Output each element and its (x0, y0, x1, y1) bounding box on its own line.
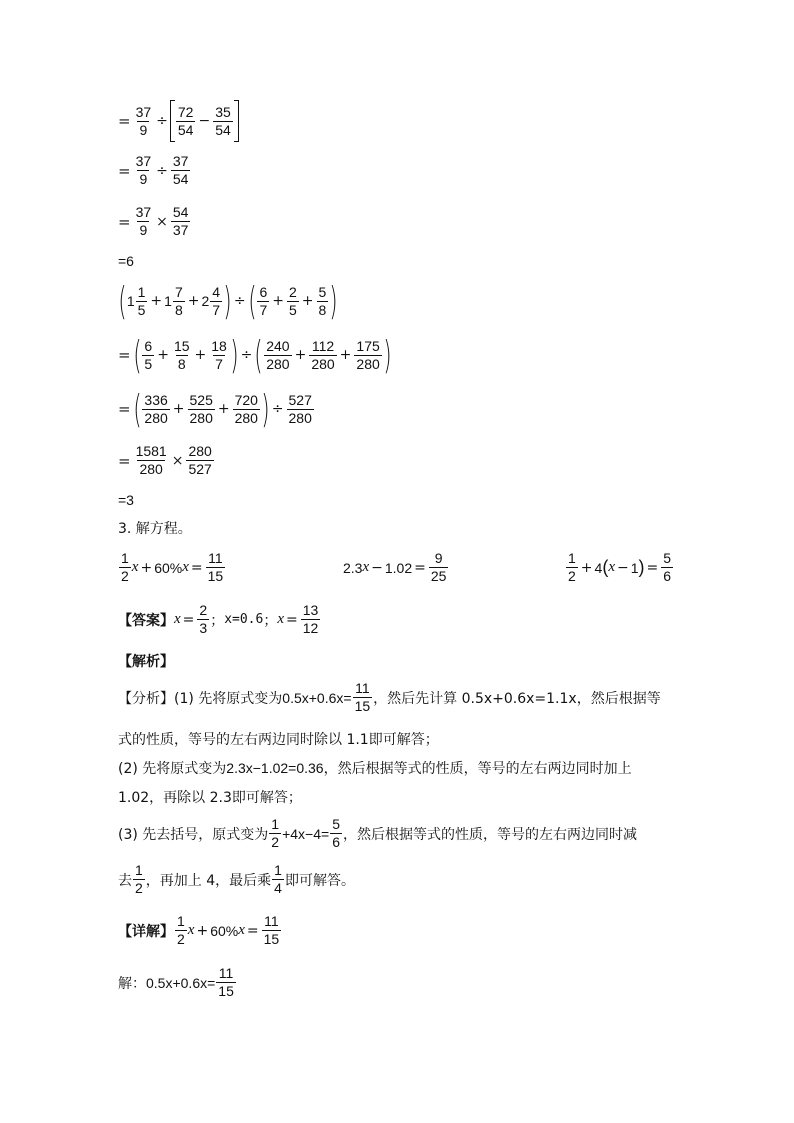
fraction: $\frac{35}{54}$ (215, 103, 231, 138)
detail-line: 【详解】 $\frac{1}{2}$ x + 60% x = $\frac{11}{15}$ (118, 913, 280, 947)
divide-sign: ÷ (233, 293, 246, 309)
calc-line-6: = ( $\frac{6}{5}$ + $\frac{15}{8}$ + $\frac{18}{7}$ ) ÷ ( $\frac{240}{280}$ + $\frac{112}{280}$ + $\frac{175}{280}$ ) (118, 333, 392, 377)
fraction: $\frac{37}{9}$ (135, 204, 152, 238)
divide-sign: ÷ (156, 162, 168, 179)
calc-line-2 (118, 153, 191, 188)
fraction: $\frac{37}{54}$ (172, 153, 189, 187)
fraction: $\frac{37}{9}$ (135, 103, 152, 138)
analysis-para-3: (3) 先去括号，原式变为 $\frac{1}{2}$ +4x−4= $\frac{5}{6}$ ，然后根据等式的性质，等号的左右两边同时减 (118, 816, 637, 850)
equation-2: 2.3 x − 1.02 = $\frac{9}{25}$ (343, 550, 447, 584)
question-3-title: 3. 解方程。 (118, 521, 192, 537)
calc-line-4 (118, 253, 134, 269)
equation-1: $\frac{1}{2}$ x + 60% x = $\frac{11}{15}$ (121, 550, 224, 584)
answer-tag: 【答案】 (118, 612, 174, 629)
analysis-para-1b: 式的性质，等号的左右两边同时除以 1.1即可解答； (118, 732, 439, 748)
left-square-bracket (170, 100, 175, 142)
fraction: $\frac{72}{54}$ (177, 103, 194, 138)
solution-line: 解： 0.5x+0.6x= $\frac{11}{15}$ (118, 965, 234, 999)
calc-line-5: ( 1 $\frac{1}{5}$ + 1 $\frac{7}{8}$ + 2 $\frac{4}{7}$ ) ÷ ( $\frac{6}{7}$ + $\frac{2}{5}$ + $\frac{5}{8}$ ) (118, 279, 338, 323)
fraction: $\frac{54}{37}$ (172, 204, 189, 238)
calc-line-1 (118, 100, 239, 142)
detail-tag: 【详解】 (118, 923, 174, 940)
equals-sign: = (118, 212, 131, 231)
analysis-para-3b: 去 $\frac{1}{2}$ ，再加上 4，最后乘 $\frac{1}{4}$ 即可解答。 (118, 862, 355, 896)
divide-sign: ÷ (156, 113, 168, 129)
mixed-number: 1 $\frac{1}{5}$ (126, 283, 146, 318)
result-six: =6 (118, 253, 134, 269)
analysis-para-1: 【分析】(1) 先将原式变为 0.5x+0.6x= $\frac{11}{15}$ ，然后先计算 0.5x+0.6x=1.1x，然后根据等 (118, 680, 661, 714)
answer-line: 【答案】 x = $\frac{2}{3}$ ； x=0.6 ； x = $\frac{13}{12}$ (118, 602, 319, 636)
equals-sign: = (118, 112, 131, 130)
mixed-number: 2 $\frac{4}{7}$ (201, 283, 221, 318)
result-three: =3 (118, 492, 134, 508)
analysis-para-2: (2) 先将原式变为 2.3x−1.02=0.36 ，然后根据等式的性质，等号的左右两边同时加上 (118, 760, 632, 777)
equation-3: $\frac{1}{2}$ + 4 ( x − 1 ) = $\frac{5}{6}$ (568, 550, 672, 584)
calc-line-7: = ( $\frac{336}{280}$ + $\frac{525}{280}$ + $\frac{720}{280}$ ) ÷ $\frac{527}{280}$ (118, 387, 312, 431)
times-sign: × (156, 213, 168, 230)
mixed-number: 1 $\frac{7}{8}$ (164, 283, 183, 318)
analysis-tag: 【解析】 (118, 654, 174, 670)
calc-line-3 (118, 204, 191, 239)
calc-line-8: = $\frac{1581}{280}$ × $\frac{280}{527}$ (118, 443, 212, 477)
analysis-para-2b: 1.02，再除以 2.3即可解答； (118, 790, 302, 806)
fraction: $\frac{37}{9}$ (135, 153, 152, 187)
equals-sign: = (118, 161, 131, 180)
minus-sign: − (198, 113, 211, 129)
right-square-bracket (234, 100, 239, 142)
calc-line-9 (118, 492, 134, 508)
